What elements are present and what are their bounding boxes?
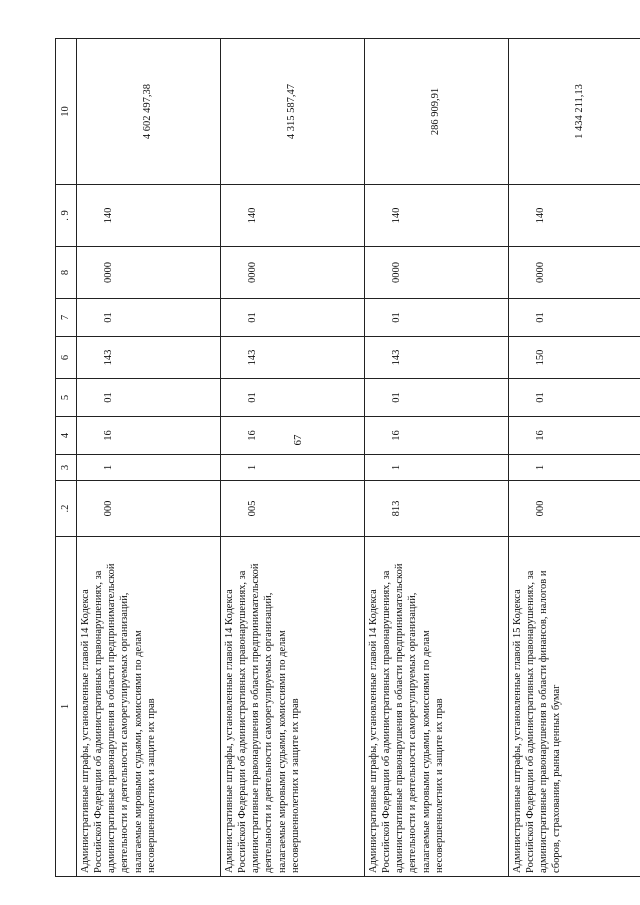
row-code-6: 143	[77, 337, 221, 379]
row-code-9: 140	[365, 185, 509, 247]
header-col-5: 5	[56, 379, 77, 417]
header-row	[56, 39, 77, 877]
row-code-8: 0000	[221, 247, 365, 299]
row-code-4: 16	[77, 417, 221, 455]
row-description: Административные штрафы, установленные главой 15 Кодекса Российской Федерации об административных правонарушениях, за административные правонарушения в области финансов, налогов и сборов, страхования, рынка ценных бумаг	[509, 537, 640, 877]
row-code-9: 140	[509, 185, 640, 247]
table-container	[55, 39, 585, 877]
row-code-7: 01	[365, 299, 509, 337]
row-code-3: 1	[221, 455, 365, 481]
row-code-5: 01	[365, 379, 509, 417]
row-amount: 4 602 497,38	[77, 39, 221, 185]
header-col-10: 10	[56, 39, 77, 185]
row-code-7: 01	[221, 299, 365, 337]
header-col-3: 3	[56, 455, 77, 481]
row-admin-code: 000	[509, 481, 640, 537]
header-col-8: 8	[56, 247, 77, 299]
header-col-4: 4	[56, 417, 77, 455]
header-col-2: .2	[56, 481, 77, 537]
row-code-4: 16	[365, 417, 509, 455]
row-code-5: 01	[77, 379, 221, 417]
row-code-8: 0000	[77, 247, 221, 299]
row-description: Административные штрафы, установленные главой 14 Кодекса Российской Федерации об административных правонарушениях, за административные правонарушения в области предпринимательской деятельности и деятельности саморегулируемых организаций, налагаемые мировыми судьями, комиссиями по делам несовершеннолетних и защите их прав	[77, 537, 221, 877]
row-code-3: 1	[365, 455, 509, 481]
row-code-7: 01	[509, 299, 640, 337]
fines-table	[55, 38, 640, 877]
row-code-4: 16	[221, 417, 365, 455]
table-row	[365, 39, 509, 877]
row-code-9: 140	[77, 185, 221, 247]
table-row	[221, 39, 365, 877]
header-col-9: . 9	[56, 185, 77, 247]
row-code-6: 143	[221, 337, 365, 379]
row-code-8: 0000	[365, 247, 509, 299]
header-col-7: 7	[56, 299, 77, 337]
table-row	[77, 39, 221, 877]
row-code-8: 0000	[509, 247, 640, 299]
row-code-3: 1	[77, 455, 221, 481]
header-col-6: 6	[56, 337, 77, 379]
row-amount: 286 909,91	[365, 39, 509, 185]
row-code-9: 140	[221, 185, 365, 247]
row-amount: 1 434 211,13	[509, 39, 640, 185]
row-admin-code: 813	[365, 481, 509, 537]
row-description: Административные штрафы, установленные главой 14 Кодекса Российской Федерации об административных правонарушениях, за административные правонарушения в области предпринимательской деятельности и деятельности саморегулируемых организаций, налагаемые мировыми судьями, комиссиями по делам несовершеннолетних и защите их прав	[221, 537, 365, 877]
row-admin-code: 005	[221, 481, 365, 537]
row-code-4: 16	[509, 417, 640, 455]
row-code-6: 150	[509, 337, 640, 379]
row-code-3: 1	[509, 455, 640, 481]
page-number: 67	[292, 434, 304, 446]
row-code-7: 01	[77, 299, 221, 337]
row-admin-code: 000	[77, 481, 221, 537]
table-row	[509, 39, 640, 877]
row-code-5: 01	[509, 379, 640, 417]
row-code-6: 143	[365, 337, 509, 379]
row-description: Административные штрафы, установленные главой 14 Кодекса Российской Федерации об административных правонарушениях, за административные правонарушения в области предпринимательской деятельности и деятельности саморегулируемых организаций, налагаемые мировыми судьями, комиссиями по делам несовершеннолетних и защите их прав	[365, 537, 509, 877]
header-col-1: 1	[56, 537, 77, 877]
row-code-5: 01	[221, 379, 365, 417]
row-amount: 4 315 587,47	[221, 39, 365, 185]
